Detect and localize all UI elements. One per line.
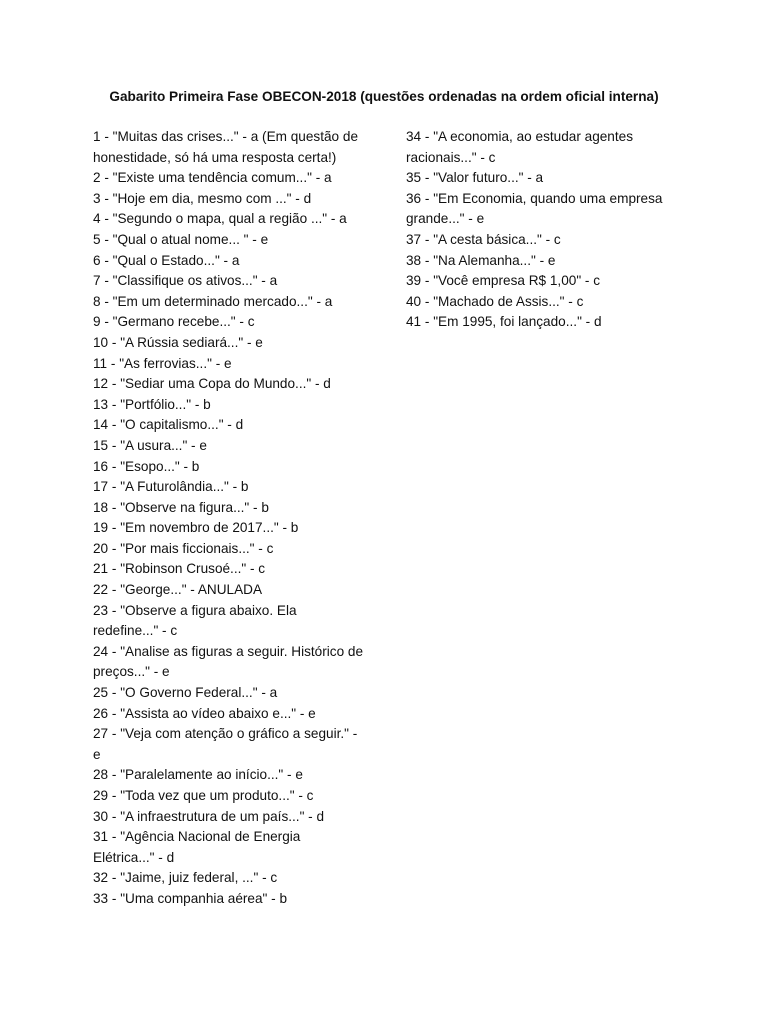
answer-item: 30 - "A infraestrutura de um país..." - d [93,808,325,824]
answer-item: 32 - "Jaime, juiz federal, ..." - c [93,870,278,886]
answer-list-right [406,127,678,333]
answer-item: 22 - "George..." - ANULADA [93,582,263,598]
answer-item: 8 - "Em um determinado mercado..." - a [93,293,333,309]
answer-item: 1 - "Muitas das crises..." - a (Em questão de honestidade, só há uma resposta certa!) [93,129,359,165]
answer-item: 33 - "Uma companhia aérea" - b [93,890,288,906]
document-title: Gabarito Primeira Fase OBECON-2018 (questões ordenadas na ordem oficial interna) [109,89,659,104]
answer-item: 2 - "Existe uma tendência comum..." - a [93,170,332,186]
answer-item: 20 - "Por mais ficcionais..." - c [93,540,274,556]
answer-item: 12 - "Sediar uma Copa do Mundo..." - d [93,376,331,392]
answer-item: 39 - "Você empresa R$ 1,00" - c [406,273,601,289]
answer-item: 11 - "As ferrovias..." - e [93,355,232,371]
answer-item: 9 - "Germano recebe..." - c [93,314,255,330]
answer-item: 25 - "O Governo Federal..." - a [93,685,278,701]
answer-item: 29 - "Toda vez que um produto..." - c [93,788,314,803]
answer-list-left [93,127,365,910]
answer-item: 6 - "Qual o Estado..." - a [93,252,240,268]
answer-item: 10 - "A Rússia sediará..." - e [93,334,263,350]
answer-item: 36 - "Em Economia, quando uma empresa grande..." - e [406,190,663,227]
answer-item: 40 - "Machado de Assis..." - c [406,293,584,309]
answer-item: 38 - "Na Alemanha..." - e [406,252,556,268]
answer-item: 28 - "Paralelamente ao início..." - e [93,767,303,783]
answer-item: 31 - "Agência Nacional de Energia Elétrica..." - d [93,829,301,865]
answer-item: 23 - "Observe a figura abaixo. Ela redefine..." - c [93,602,297,639]
answer-item: 37 - "A cesta básica..." - c [406,231,561,247]
answer-item: 19 - "Em novembro de 2017..." - b [93,520,299,536]
answer-item: 7 - "Classifique os ativos..." - a [93,273,278,289]
answer-item: 14 - "O capitalismo..." - d [93,417,244,433]
answer-item: 13 - "Portfólio..." - b [93,396,211,412]
answer-item: 17 - "A Futurolândia..." - b [93,479,249,495]
answer-item: 26 - "Assista ao vídeo abaixo e..." - e [93,705,316,721]
answer-item: 15 - "A usura..." - e [93,437,207,453]
answer-item: 5 - "Qual o atual nome... " - e [93,231,269,247]
answer-item: 18 - "Observe na figura..." - b [93,499,269,515]
answer-item: 41 - "Em 1995, foi lançado..." - d [406,314,602,330]
answer-item: 34 - "A economia, ao estudar agentes racionais..." - c [406,129,634,165]
answer-item: 27 - "Veja com atenção o gráfico a seguir." - e [93,726,358,762]
answer-item: 16 - "Esopo..." - b [93,458,200,474]
answer-item: 24 - "Analise as figuras a seguir. Histórico de preços..." - e [93,643,364,680]
answer-item: 3 - "Hoje em dia, mesmo com ..." - d [93,190,312,206]
answer-item: 4 - "Segundo o mapa, qual a região ..." - a [93,211,347,227]
answer-item: 21 - "Robinson Crusoé..." - c [93,561,266,577]
answer-item: 35 - "Valor futuro..." - a [406,170,544,186]
